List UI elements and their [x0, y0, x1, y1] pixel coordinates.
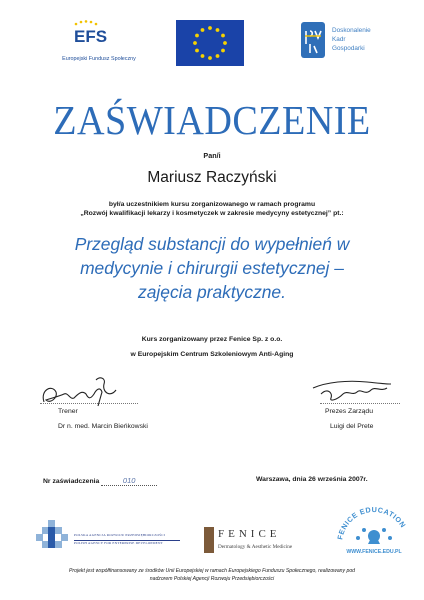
dkg-caption-line: Kadr: [332, 36, 346, 43]
parp-caption: [74, 531, 165, 547]
footer-line: Projekt jest współfinansowany ze środków Unii Europejskiej w ramach Europejskiego Funduszu Społecznego, realizowany pod: [69, 568, 355, 574]
course-title-line: Przegląd substancji do wypełnień w: [74, 234, 350, 254]
efs-logo-letters: EFS: [74, 27, 108, 46]
course-title-line: zajęcia praktyczne.: [138, 282, 286, 302]
certificate-title: ZAŚWIADCZENIE: [53, 97, 371, 143]
efs-logo: [55, 18, 143, 68]
addressee-label: Pan/i: [203, 151, 221, 160]
president-signature: [307, 372, 397, 412]
divider: [74, 540, 180, 541]
president-role: Prezes Zarządu: [325, 408, 373, 415]
fenice-education-arc-icon: [334, 506, 414, 550]
place-and-date: Warszawa, dnia 26 września 2007r.: [256, 476, 368, 483]
organizer-info: [0, 332, 424, 362]
fenice-brand: FENICE: [218, 528, 281, 540]
footer-line: nadzorem Polskiej Agencji Rozwoju Przedsiębiorczości: [149, 576, 275, 582]
signature-line: [40, 403, 138, 404]
dkg-logo-icon: [301, 22, 325, 58]
parp-logo-icon: [34, 518, 70, 554]
certificate-number-label: Nr zaświadczenia: [43, 478, 100, 485]
program-intro: [0, 200, 424, 218]
organizer-line: w Europejskim Centrum Szkoleniowym Anti-Aging: [130, 351, 294, 358]
fenice-subtitle: Dermatology & Aesthetic Medicine: [218, 544, 293, 550]
parp-caption-line: POLISH AGENCY FOR ENTERPRISE DEVELOPMENT: [74, 541, 163, 545]
dkg-caption-line: Gospodarki: [332, 45, 365, 52]
program-intro-line: „Rozwój kwalifikacji lekarzy i kosmetyczek w zakresie medycyny estetycznej” pt.:: [80, 210, 344, 217]
certificate-number-value: 010: [101, 476, 157, 486]
fenice-education-url: WWW.FENICE.EDU.PL: [346, 549, 402, 555]
course-title-line: medycynie i chirurgii estetycznej –: [80, 258, 344, 278]
efs-logo-icon: [69, 20, 109, 46]
program-intro-line: był/a uczestnikiem kursu zorganizowanego w ramach programu: [108, 201, 316, 208]
fenice-education-arc-text: FENICE EDUCATION: [335, 506, 408, 541]
eu-flag-icon: [176, 20, 244, 66]
organizer-line: Kurs zorganizowany przez Fenice Sp. z o.o.: [141, 336, 283, 343]
president-name: Luigi del Prete: [330, 423, 374, 430]
course-title: [44, 232, 380, 304]
trainer-role: Trener: [58, 408, 78, 415]
parp-logo: [34, 518, 194, 558]
dkg-caption-line: Doskonalenie: [332, 27, 371, 34]
dkg-logo: [301, 22, 401, 72]
certificate-number: [43, 476, 157, 486]
fenice-mark-icon: [204, 527, 214, 553]
efs-caption: Europejski Fundusz Społeczny: [62, 56, 136, 62]
trainer-signature: [30, 372, 150, 412]
parp-caption-line: POLSKA AGENCJA ROZWOJU PRZEDSIĘBIORCZOŚCI: [74, 533, 165, 537]
funding-footer: [28, 567, 396, 583]
fenice-education-logo: [334, 506, 414, 566]
fenice-logo: [204, 527, 324, 557]
trainer-name: Dr n. med. Marcin Bieńkowski: [58, 423, 148, 430]
dkg-caption: [332, 26, 371, 53]
signature-line: [320, 403, 400, 404]
recipient-name: Mariusz Raczyński: [147, 169, 277, 186]
